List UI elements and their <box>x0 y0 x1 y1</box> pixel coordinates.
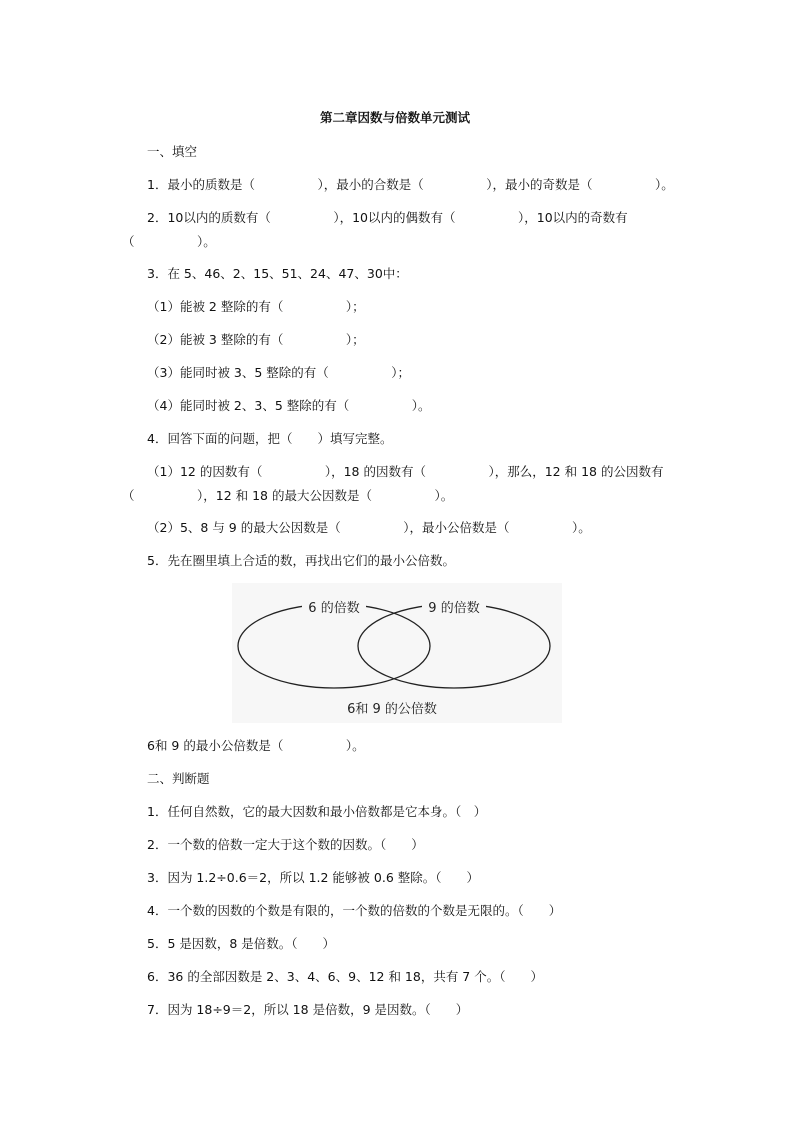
venn-diagram <box>232 583 562 723</box>
question-3-part-3: （3）能同时被 3、5 整除的有（ ）； <box>147 365 411 380</box>
question-3-part-1: （1）能被 2 整除的有（ ）； <box>147 299 365 314</box>
judgment-7: 7．因为 18÷9＝2，所以 18 是倍数，9 是因数。（ ） <box>147 1002 469 1017</box>
question-3-part-4: （4）能同时被 2、3、5 整除的有（ ）。 <box>147 398 431 413</box>
judgment-6: 6．36 的全部因数是 2、3、4、6、9、12 和 18，共有 7 个。（ ） <box>147 969 543 984</box>
judgment-1: 1．任何自然数，它的最大因数和最小倍数都是它本身。（ ） <box>147 804 487 819</box>
section-heading-true-false: 二、判断题 <box>147 771 210 786</box>
question-5-answer: 6和 9 的最小公倍数是（ ）。 <box>147 738 365 753</box>
question-3: 3．在 5、46、2、15、51、24、47、30中： <box>147 266 408 281</box>
question-4-part-1: （1）12 的因数有（ ），18 的因数有（ ），那么，12 和 18 的公因数有 <box>147 464 664 479</box>
judgment-4: 4．一个数的因数的个数是有限的，一个数的倍数的个数是无限的。（ ） <box>147 903 562 918</box>
question-2: 2．10以内的质数有（ ），10以内的偶数有（ ），10以内的奇数有 <box>147 210 628 225</box>
section-heading-fill-in: 一、填空 <box>147 144 198 159</box>
question-3-part-2: （2）能被 3 整除的有（ ）； <box>147 332 365 347</box>
venn-right-label: 9 的倍数 <box>428 601 480 616</box>
question-4-part-1-continued: （ ），12 和 18 的最大公因数是（ ）。 <box>122 488 454 503</box>
question-5: 5．先在圈里填上合适的数，再找出它们的最小公倍数。 <box>147 553 455 568</box>
page-title: 第二章因数与倍数单元测试 <box>320 110 471 125</box>
question-2-continued: （ ）。 <box>122 234 216 249</box>
question-4-part-2: （2）5、8 与 9 的最大公因数是（ ），最小公倍数是（ ）。 <box>147 520 591 535</box>
judgment-5: 5．5 是因数，8 是倍数。（ ） <box>147 936 336 951</box>
venn-left-label: 6 的倍数 <box>308 601 360 616</box>
judgment-3: 3．因为 1.2÷0.6＝2，所以 1.2 能够被 0.6 整除。（ ） <box>147 870 480 885</box>
judgment-2: 2．一个数的倍数一定大于这个数的因数。（ ） <box>147 837 424 852</box>
question-1: 1．最小的质数是（ ），最小的合数是（ ），最小的奇数是（ ）。 <box>147 177 674 192</box>
question-4: 4．回答下面的问题，把（ ）填写完整。 <box>147 431 393 446</box>
venn-caption: 6和 9 的公倍数 <box>347 702 437 717</box>
